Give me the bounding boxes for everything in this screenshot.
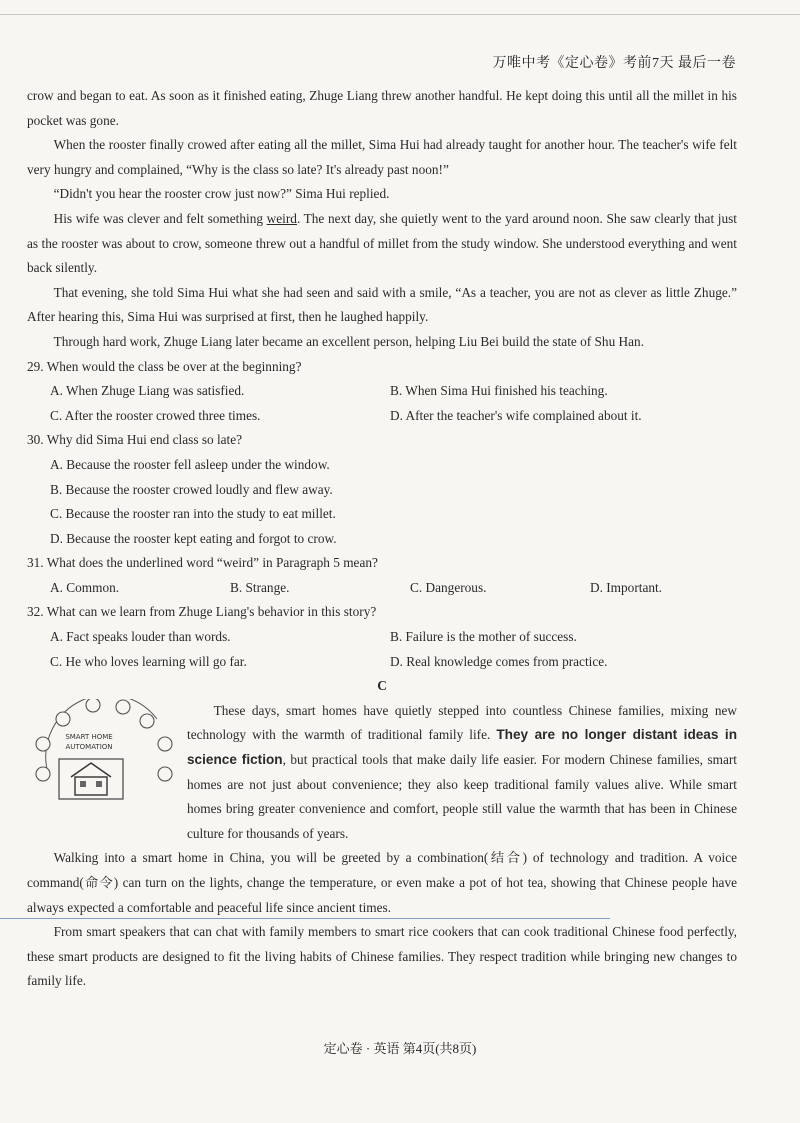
- section-c-paragraph-2: Walking into a smart home in China, you will be greeted by a combination(结合) of technology and tradition. A voice command(命令) can turn on the lights, change the temperature, or even make a pot of hot tea, showing that Chinese people have always expected a comfortable and peaceful life since ancient times.: [27, 850, 737, 915]
- option-31-c: C. Dangerous.: [410, 579, 487, 595]
- section-c-intro: [27, 699, 737, 847]
- bulb-icon: [86, 699, 100, 712]
- option-32-c: C. He who loves learning will go far.: [50, 653, 247, 669]
- text-segment: , but practical tools that make daily life easier. For modern Chinese families, smart homes are not just about convenience; they also keep traditional family values alive. While smart homes bring greater convenience and comfort, people still value the warmth that has been in Chinese culture for thousands of years.: [187, 752, 737, 841]
- light-icon: [158, 737, 172, 751]
- smart-home-diagram: [27, 699, 187, 804]
- question-32-options: [27, 625, 737, 674]
- option-31-b: B. Strange.: [230, 579, 290, 595]
- thermostat-icon: [36, 737, 50, 751]
- section-c-paragraph-3: From smart speakers that can chat with family members to smart rice cookers that can cook traditional Chinese food perfectly, these smart products are designed to fit the living habits of Chinese families. They respect tradition while bringing new changes to family life.: [27, 924, 737, 989]
- page-content: [27, 84, 737, 994]
- wifi-icon: [158, 767, 172, 781]
- question-30-stem: 30. Why did Sima Hui end class so late?: [27, 432, 243, 448]
- figure-title-line-2: AUTOMATION: [65, 742, 113, 751]
- option-31-d: D. Important.: [590, 579, 663, 595]
- page-footer: 定心卷 · 英语 第4页(共8页): [323, 1041, 477, 1056]
- option-32-a: A. Fact speaks louder than words.: [50, 629, 231, 645]
- lightbulb-icon: [36, 767, 50, 781]
- story-paragraph-5: Through hard work, Zhuge Liang later became an excellent person, helping Liu Bei build the state of Shu Han.: [53, 333, 645, 349]
- option-30-c: C. Because the rooster ran into the study to eat millet.: [50, 506, 336, 522]
- option-29-a: A. When Zhuge Liang was satisfied.: [50, 383, 245, 399]
- question-30-options: [27, 453, 737, 551]
- page-header: 万唯中考《定心卷》考前7天 最后一卷: [492, 56, 736, 71]
- option-31-a: A. Common.: [50, 579, 120, 595]
- question-29-stem: 29. When would the class be over at the beginning?: [27, 358, 302, 374]
- figure-title-line-1: SMART HOME: [65, 732, 113, 741]
- section-c-paragraph-1a: [187, 699, 737, 847]
- option-30-d: D. Because the rooster kept eating and forgot to crow.: [50, 530, 337, 546]
- story-paragraph-0: crow and began to eat. As soon as it finished eating, Zhuge Liang threw another handful. He kept doing this until all the millet in his pocket was gone.: [27, 88, 737, 128]
- smart-home-illustration: [27, 699, 187, 804]
- question-31-stem: 31. What does the underlined word “weird” in Paragraph 5 mean?: [27, 555, 378, 571]
- bold-phrase: They are no longer distant ideas in science fiction: [187, 727, 738, 768]
- page-top-edge: [0, 14, 800, 15]
- story-paragraph-3: [27, 207, 737, 281]
- question-29-options: [27, 379, 737, 428]
- option-32-d: D. Real knowledge comes from practice.: [390, 653, 608, 669]
- house-icon: [71, 763, 111, 795]
- option-29-c: C. After the rooster crowed three times.: [50, 407, 261, 423]
- option-30-b: B. Because the rooster crowed loudly and flew away.: [50, 481, 333, 497]
- text-segment: These days, smart homes have quietly stepped into countless Chinese families, mixing new technology with the warmth of traditional family life.: [187, 702, 737, 743]
- story-paragraph-4: That evening, she told Sima Hui what she had seen and said with a smile, “As a teacher, you are not as clever as little Zhuge.” After hearing this, Sima Hui was surprised at first, then he laughed happily.: [27, 284, 737, 325]
- gear-icon: [56, 712, 70, 726]
- question-31-options: [27, 576, 737, 601]
- option-32-b: B. Failure is the mother of success.: [390, 629, 577, 645]
- option-30-a: A. Because the rooster fell asleep under the window.: [50, 456, 330, 472]
- text-segment: . The next day, she quietly went to the yard around noon. She saw clearly that just as the rooster was about to crow, someone threw out a handful of millet from the study window. She understood everything and went back silently.: [27, 210, 738, 276]
- question-32-stem: 32. What can we learn from Zhuge Liang's behavior in this story?: [27, 604, 377, 620]
- option-29-b: B. When Sima Hui finished his teaching.: [390, 383, 608, 399]
- underlined-word-weird: weird: [266, 210, 297, 226]
- lock-icon: [140, 714, 154, 728]
- story-paragraph-1: When the rooster finally crowed after eating all the millet, Sima Hui had already taught for another hour. The teacher's wife felt very hungry and complained, “Why is the class so late? It's already past noon!”: [27, 137, 737, 177]
- settings-icon: [116, 700, 130, 714]
- screen-frame: [59, 759, 123, 799]
- story-paragraph-2: “Didn't you hear the rooster crow just now?” Sima Hui replied.: [53, 186, 390, 202]
- pen-mark-line: [0, 918, 610, 919]
- option-29-d: D. After the teacher's wife complained about it.: [390, 407, 642, 423]
- text-segment: His wife was clever and felt something: [53, 210, 267, 226]
- section-c-heading: C: [377, 678, 387, 694]
